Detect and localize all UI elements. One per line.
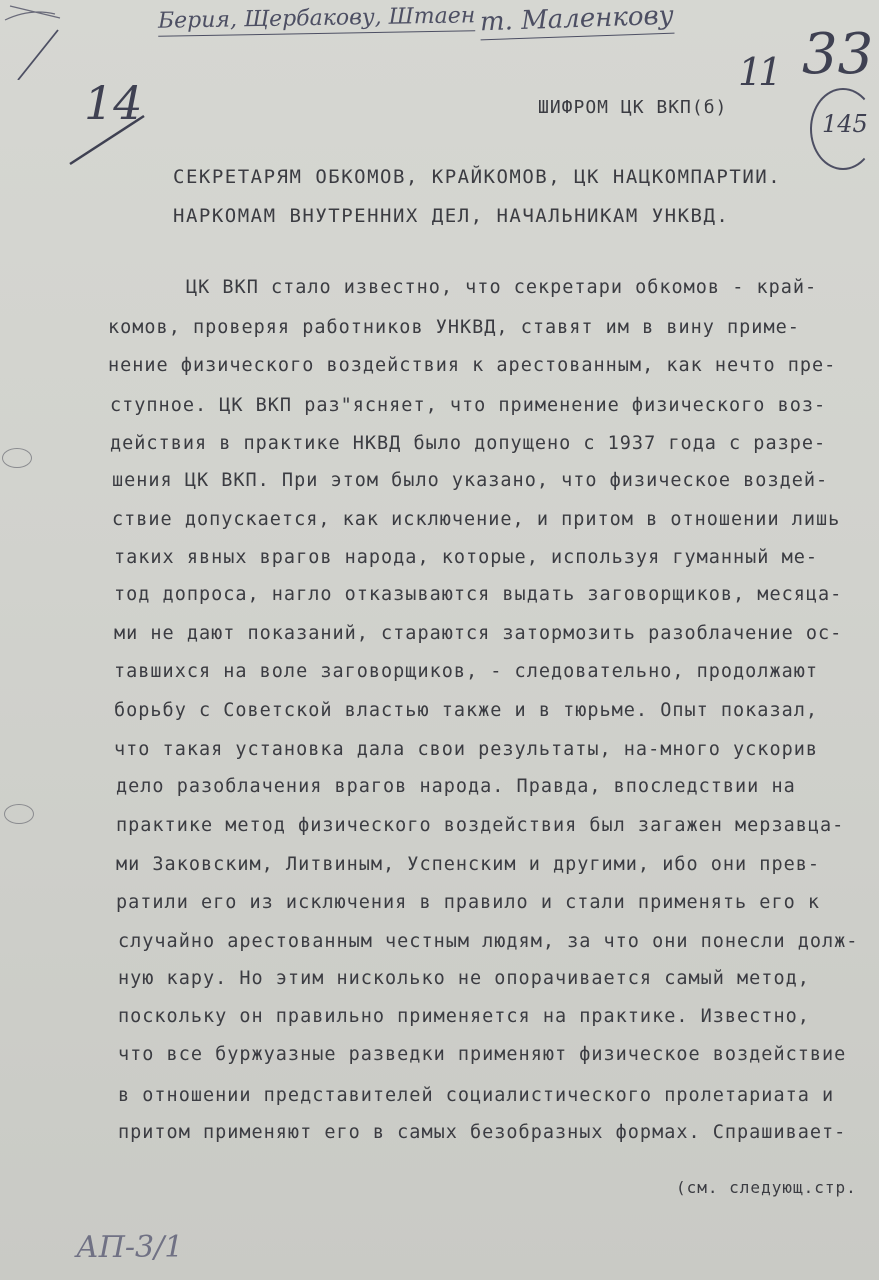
corner-scribble-icon (0, 0, 140, 80)
punch-hole-icon (4, 804, 34, 824)
body-line: ратили его из исключения в правило и стали применять его к (116, 892, 821, 913)
body-line: тавшихся на воле заговорщиков, - следовательно, продолжают (114, 661, 819, 682)
body-line: нение физического воздействия к арестованным, как нечто пре- (108, 355, 837, 376)
body-line: практике метод физического воздействия был загажен мерзавца- (116, 815, 845, 836)
body-line: ми не дают показаний, стараются затормозить разоблачение ос- (114, 623, 843, 644)
body-line: шения ЦК ВКП. При этом было указано, что физическое воздей- (112, 470, 829, 491)
body-line: действия в практике НКВД было допущено с 1937 года с разре- (110, 433, 827, 454)
body-line: ступное. ЦК ВКП раз"ясняет, что применение физического воз- (110, 395, 827, 416)
body-line: дело разоблачения врагов народа. Правда, впоследствии на (116, 776, 796, 797)
archive-reference: АП-3/1 (76, 1230, 184, 1265)
body-line: ствие допускается, как исключение, и притом в отношении лишь (112, 509, 841, 530)
body-line: что такая установка дала свои результаты, на-много ускорив (114, 739, 819, 760)
addressees-line-2: НАРКОМАМ ВНУТРЕННИХ ДЕЛ, НАЧАЛЬНИКАМ УНКВД. (173, 205, 730, 227)
handwritten-distribution-list: Берия, Щербакову, Штаен (158, 3, 476, 37)
punch-hole-icon (2, 448, 32, 468)
body-line: поскольку он правильно применяется на практике. Известно, (118, 1006, 810, 1027)
body-line: тод допроса, нагло отказываются выдать заговорщиков, месяца- (114, 584, 843, 605)
body-line: в отношении представителей социалистического пролетариата и (118, 1085, 835, 1106)
body-line: ЦК ВКП стало известно, что секретари обкомов - край- (186, 277, 818, 298)
circle-number: 145 (822, 110, 868, 138)
body-line: борьбу с Советской властью также и в тюрьме. Опыт показал, (114, 700, 819, 721)
underline-stroke-icon (64, 112, 154, 172)
addressees-line-1: СЕКРЕТАРЯМ ОБКОМОВ, КРАЙКОМОВ, ЦК НАЦКОМПАРТИИ. (173, 166, 782, 188)
body-line: притом применяют его в самых безобразных формах. Спрашивает- (118, 1122, 847, 1143)
archive-mark-eleven: 11 (738, 50, 779, 94)
cipher-header: ШИФРОМ ЦК ВКП(б) (538, 97, 728, 118)
handwritten-malenkov: т. Маленкову (479, 1, 674, 41)
continuation-note: (см. следующ.стр. (676, 1178, 857, 1197)
handwritten-page-mark: 14 (84, 76, 143, 130)
body-line: случайно арестованным честным людям, за что они понесли долж- (118, 931, 859, 952)
body-line: ную кару. Но этим нисколько не опорачивается самый метод, (118, 968, 810, 989)
body-line: таких явных врагов народа, которые, используя гуманный ме- (114, 547, 819, 568)
body-line: ми Заковским, Литвиным, Успенским и другими, ибо они прев- (116, 854, 821, 875)
body-line: комов, проверяя работников УНКВД, ставят им в вину приме- (108, 317, 800, 338)
sheet-number: 33 (802, 22, 874, 87)
body-line: что все буржуазные разведки применяют физическое воздействие (118, 1044, 847, 1065)
